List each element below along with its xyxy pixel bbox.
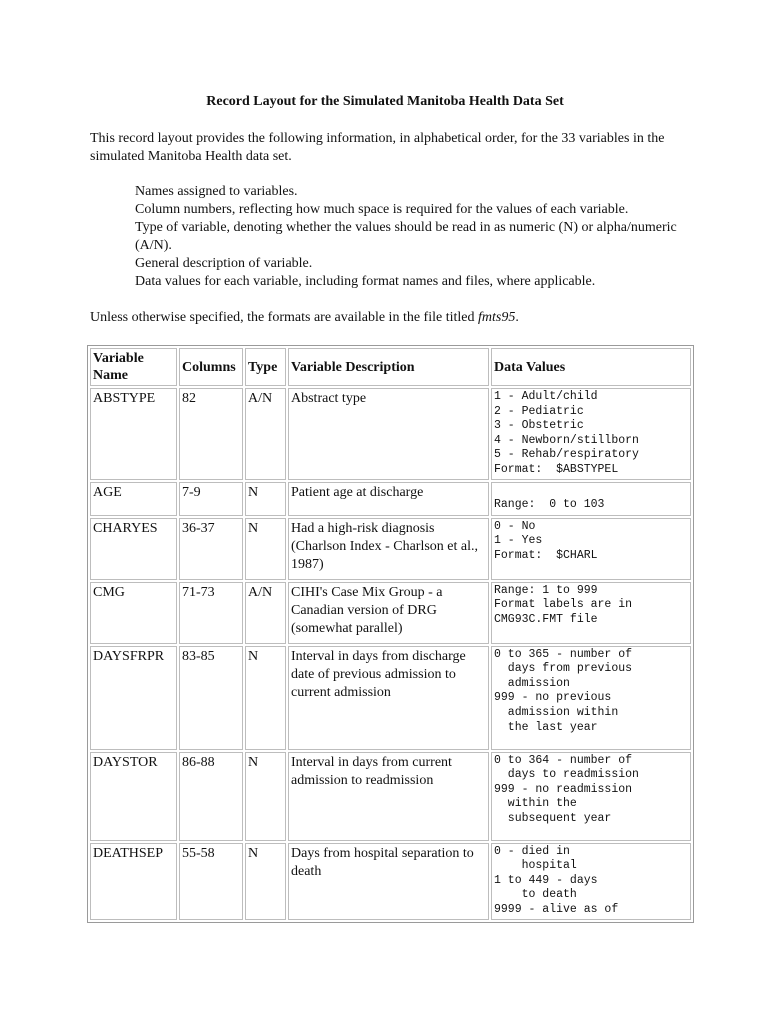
header-data-values: Data Values	[491, 348, 691, 386]
cell-columns: 86-88	[179, 752, 243, 841]
table-row	[90, 582, 691, 644]
cell-description: Interval in days from discharge date of previous admission to current admission	[288, 646, 489, 750]
cell-name: ABSTYPE	[90, 388, 177, 480]
table-row	[90, 752, 691, 841]
table-row	[90, 388, 691, 480]
cell-type: N	[245, 646, 286, 750]
cell-description: Days from hospital separation to death	[288, 843, 489, 920]
cell-type: N	[245, 482, 286, 516]
cell-description: Patient age at discharge	[288, 482, 489, 516]
cell-name: CHARYES	[90, 518, 177, 580]
cell-columns: 71-73	[179, 582, 243, 644]
cell-values: 1 - Adult/child 2 - Pediatric 3 - Obstetric 4 - Newborn/stillborn 5 - Rehab/respiratory Format: $ABSTYPEL	[491, 388, 691, 480]
cell-name: DAYSFRPR	[90, 646, 177, 750]
cell-columns: 55-58	[179, 843, 243, 920]
cell-type: N	[245, 518, 286, 580]
header-variable-name: Variable Name	[90, 348, 177, 386]
cell-name: CMG	[90, 582, 177, 644]
cell-type: N	[245, 752, 286, 841]
cell-columns: 7-9	[179, 482, 243, 516]
cell-name: DEATHSEP	[90, 843, 177, 920]
cell-values: 0 - No 1 - Yes Format: $CHARL	[491, 518, 691, 580]
header-description: Variable Description	[288, 348, 489, 386]
info-list-item: Column numbers, reflecting how much space is required for the values of each variable.	[135, 202, 629, 217]
table-row	[90, 518, 691, 580]
cell-values: 0 to 365 - number of days from previous admission 999 - no previous admission within the last year	[491, 646, 691, 750]
table-row	[90, 482, 691, 516]
info-list-item: General description of variable.	[135, 256, 313, 271]
cell-description: Had a high-risk diagnosis (Charlson Index - Charlson et al., 1987)	[288, 518, 489, 580]
cell-values: 0 - died in hospital 1 to 449 - days to death 9999 - alive as of	[491, 843, 691, 920]
formats-note-end: .	[515, 310, 519, 325]
cell-type: A/N	[245, 388, 286, 480]
cell-columns: 36-37	[179, 518, 243, 580]
cell-columns: 83-85	[179, 646, 243, 750]
formats-note	[90, 309, 519, 327]
info-list-item: Type of variable, denoting whether the values should be read in as numeric (N) or alpha/numeric (A/N).	[135, 220, 677, 253]
cell-name: AGE	[90, 482, 177, 516]
record-layout-table	[87, 345, 694, 923]
table-header-row	[90, 348, 691, 386]
cell-name: DAYSTOR	[90, 752, 177, 841]
cell-description: Abstract type	[288, 388, 489, 480]
cell-type: N	[245, 843, 286, 920]
cell-type: A/N	[245, 582, 286, 644]
table-row	[90, 843, 691, 920]
formats-note-text: Unless otherwise specified, the formats are available in the file titled	[90, 310, 478, 325]
header-columns: Columns	[179, 348, 243, 386]
info-list	[135, 183, 695, 291]
cell-values: Range: 0 to 103	[491, 482, 691, 516]
table-row	[90, 646, 691, 750]
formats-file-name: fmts95	[477, 310, 516, 325]
cell-description: Interval in days from current admission to readmission	[288, 752, 489, 841]
cell-values: Range: 1 to 999 Format labels are in CMG93C.FMT file	[491, 582, 691, 644]
cell-description: CIHI's Case Mix Group - a Canadian version of DRG (somewhat parallel)	[288, 582, 489, 644]
document-title: Record Layout for the Simulated Manitoba Health Data Set	[206, 94, 564, 109]
header-type: Type	[245, 348, 286, 386]
info-list-item: Data values for each variable, including format names and files, where applicable.	[135, 274, 596, 289]
cell-columns: 82	[179, 388, 243, 480]
intro-paragraph: This record layout provides the following information, in alphabetical order, for the 33 variables in the simulated Manitoba Health data set.	[90, 131, 665, 164]
cell-values: 0 to 364 - number of days to readmission 999 - no readmission within the subsequent year	[491, 752, 691, 841]
info-list-item: Names assigned to variables.	[135, 184, 298, 199]
